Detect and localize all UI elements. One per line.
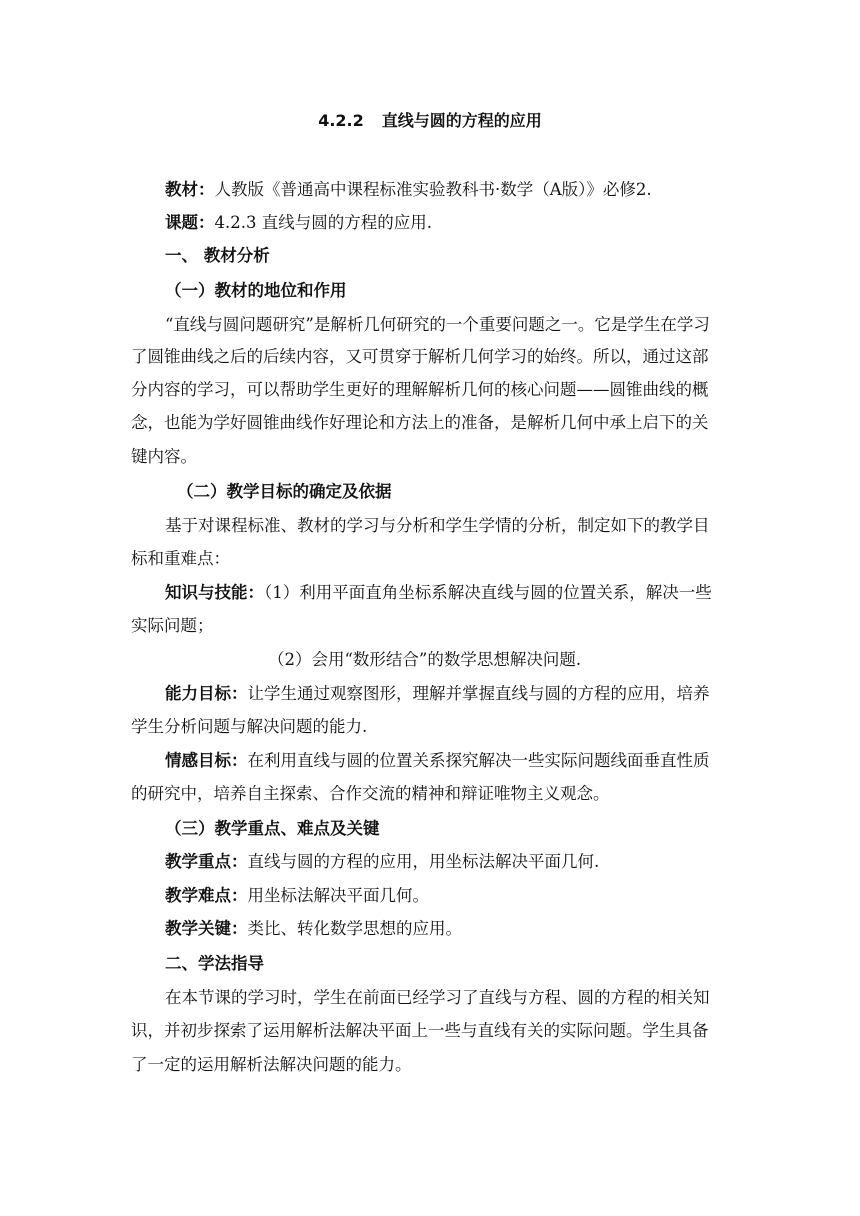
difficulty-line [165, 885, 429, 907]
teaching-key-label: 教学关键： [165, 919, 248, 938]
title-text: 直线与圆的方程的应用 [381, 111, 542, 130]
sub1-heading: （一）教材的地位和作用 [165, 281, 347, 300]
ability-label: 能力目标： [165, 684, 248, 703]
topic-line [165, 212, 432, 234]
sub1-para-line-3: 分内容的学习，可以帮助学生更好的理解解析几何的核心问题——圆锥曲线的概 [131, 380, 709, 399]
sub1-para-line-1: “直线与圆问题研究”是解析几何研究的一个重要问题之一。它是学生在学习 [165, 315, 710, 334]
emotion-label: 情感目标： [165, 751, 248, 770]
knowledge-label: 知识与技能： [165, 583, 264, 602]
textbook-value: 人教版《普通高中课程标准实验教科书·数学（A版）》必修2. [214, 180, 652, 199]
section2-heading: 二、学法指导 [165, 954, 264, 973]
key-point-line [165, 851, 599, 873]
teaching-key-line [165, 918, 462, 940]
section2-para-line-3: 了一定的运用解析法解决问题的能力。 [131, 1055, 412, 1074]
sub2-heading: （二）教学目标的确定及依据 [177, 482, 392, 501]
sub1-para-line-4: 念，也能为学好圆锥曲线作好理论和方法上的准备，是解析几何中承上启下的关 [131, 413, 709, 432]
emotion-text-1: 在利用直线与圆的位置关系探究解决一些实际问题线面垂直性质 [247, 751, 710, 770]
key-point-value: 直线与圆的方程的应用，用坐标法解决平面几何. [247, 852, 600, 871]
difficulty-value: 用坐标法解决平面几何。 [247, 886, 429, 905]
knowledge-line-2: 实际问题； [131, 616, 214, 635]
sub3-heading: （三）教学重点、难点及关键 [165, 819, 380, 838]
ability-text-1: 让学生通过观察图形，理解并掌握直线与圆的方程的应用，培养 [247, 684, 710, 703]
sub1-para-line-5: 键内容。 [131, 447, 197, 466]
document-title [0, 110, 860, 132]
section2-para-line-1: 在本节课的学习时，学生在前面已经学习了直线与方程、圆的方程的相关知 [165, 988, 710, 1007]
ability-line-1 [165, 683, 710, 705]
sub2-intro-line-1: 基于对课程标准、教材的学习与分析和学生学情的分析，制定如下的教学目 [165, 516, 710, 535]
knowledge-text-1: （1）利用平面直角坐标系解决直线与圆的位置关系，解决一些 [264, 583, 712, 602]
sub1-para-line-2: 了圆锥曲线之后的后续内容，又可贯穿于解析几何学习的始终。所以，通过这部 [131, 347, 709, 366]
ability-line-2: 学生分析问题与解决问题的能力. [131, 717, 368, 736]
emotion-line-1 [165, 750, 710, 772]
textbook-line [165, 179, 652, 201]
teaching-key-value: 类比、转化数学思想的应用。 [247, 919, 462, 938]
topic-value: 4.2.3 直线与圆的方程的应用. [214, 213, 432, 232]
key-point-label: 教学重点： [165, 852, 248, 871]
difficulty-label: 教学难点： [165, 886, 248, 905]
knowledge-line-1 [165, 582, 712, 604]
topic-label: 课题： [165, 213, 215, 232]
title-number: 4.2.2 [318, 111, 364, 130]
textbook-label: 教材： [165, 180, 215, 199]
section2-para-line-2: 识，并初步探索了运用解析法解决平面上一些与直线有关的实际问题。学生具备 [131, 1021, 709, 1040]
emotion-line-2: 的研究中，培养自主探索、合作交流的精神和辩证唯物主义观念。 [131, 784, 610, 803]
section1-heading: 一、 教材分析 [165, 246, 270, 265]
knowledge-line-3: （2）会用“数形结合”的数学思想解决问题. [268, 650, 582, 669]
sub2-intro-line-2: 标和重难点： [131, 549, 230, 568]
